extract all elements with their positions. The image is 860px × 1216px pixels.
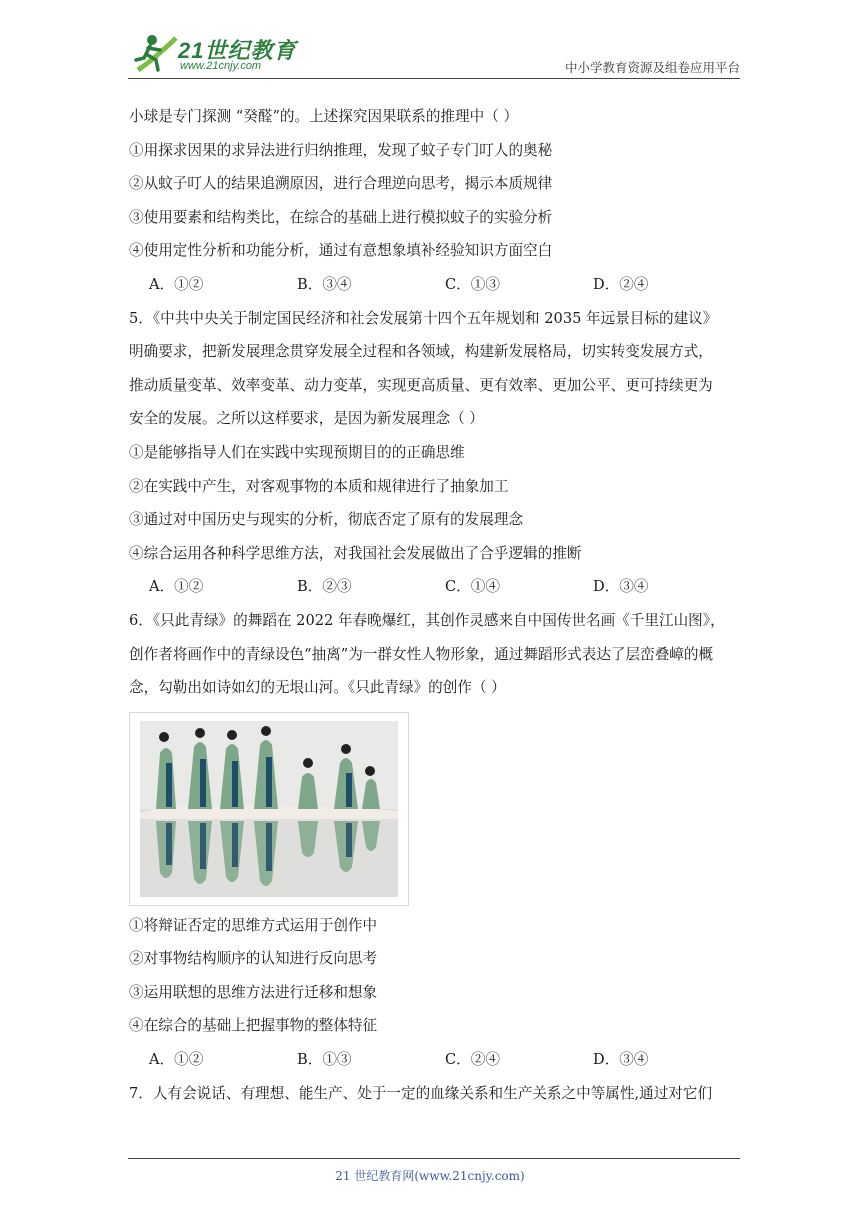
q5-stem-line-1: 5．《中共中央关于制定国民经济和社会发展第十四个五年规划和 2035 年远景目标的建议》 [129,309,718,327]
q6-statement-3: ③运用联想的思维方法进行迁移和想象 [129,983,378,1001]
document-body [129,107,741,1117]
page-header [128,30,740,80]
q7-stem-line-1: 7．人有会说话、有理想、能生产、处于一定的血缘关系和生产关系之中等属性,通过对它们 [129,1084,713,1102]
q6-option-b[interactable]: B．①③ [297,1051,352,1069]
q4-options [129,275,741,295]
q5-stem-line-4: 安全的发展。之所以这样要求，是因为新发展理念（ ） [129,410,484,428]
logo-url: www.21cnjy.com [180,60,262,72]
q5-options [129,577,741,597]
q6-stem-line-3: 念，勾勒出如诗如幻的无垠山河。《只此青绿》的创作（ ） [129,679,506,697]
q6-stem-line-2: 创作者将画作中的青绿设色“抽离”为一群女性人物形象，通过舞蹈形式表达了层峦叠嶂的概 [129,645,714,663]
q6-statement-4: ④在综合的基础上把握事物的整体特征 [129,1017,378,1035]
q5-option-a[interactable]: A．①② [149,578,204,596]
q5-statement-4: ④综合运用各种科学思维方法，对我国社会发展做出了合乎逻辑的推断 [129,544,582,562]
q4-statement-1: ①用探求因果的求异法进行归纳推理，发现了蚊子专门叮人的奥秘 [129,141,553,159]
q4-option-a[interactable]: A．①② [149,275,204,293]
q5-statement-2: ②在实践中产生，对客观事物的本质和规律进行了抽象加工 [129,477,509,495]
q5-option-c[interactable]: C．①④ [445,578,500,596]
q4-option-d[interactable]: D．②④ [593,275,649,293]
q5-stem-line-2: 明确要求，把新发展理念贯穿发展全过程和各领域，构建新发展格局，切实转变发展方式， [129,343,713,361]
q4-option-c[interactable]: C．①③ [445,275,500,293]
q4-statement-3: ③使用要素和结构类比，在综合的基础上进行模拟蚊子的实验分析 [129,208,553,226]
header-divider [128,78,740,79]
q6-option-d[interactable]: D．③④ [593,1051,649,1069]
q5-option-b[interactable]: B．②③ [297,578,352,596]
q6-options [129,1050,741,1070]
dancers-reflection-illustration [130,713,408,905]
q4-option-b[interactable]: B．③④ [297,275,352,293]
q5-stem-line-3: 推动质量变革、效率变革、动力变革，实现更高质量、更有效率、更加公平、更可持续更为 [129,376,713,394]
q6-option-a[interactable]: A．①② [149,1051,204,1069]
q6-statement-2: ②对事物结构顺序的认知进行反向思考 [129,950,378,968]
q5-statement-1: ①是能够指导人们在实践中实现预期目的的正确思维 [129,443,465,461]
footer-divider [128,1158,740,1159]
header-platform-text: 中小学教育资源及组卷应用平台 [564,60,740,75]
q6-option-c[interactable]: C．②④ [445,1051,500,1069]
q4-statement-2: ②从蚊子叮人的结果追溯原因，进行合理逆向思考，揭示本质规律 [129,175,553,193]
site-logo[interactable] [128,30,298,78]
q5-option-d[interactable]: D．③④ [593,578,649,596]
runner-logo-icon [128,30,178,76]
dance-performance-image [129,712,409,906]
logo-text: 21世纪教育 [178,38,297,63]
q6-statement-1: ①将辩证否定的思维方式运用于创作中 [129,916,378,934]
q6-stem-line-1: 6．《只此青绿》的舞蹈在 2022 年春晚爆红，其创作灵感来自中国传世名画《千里江山图》， [129,611,725,629]
q4-statement-4: ④使用定性分析和功能分析，通过有意想象填补经验知识方面空白 [129,242,553,260]
q4-stem-tail: 小球是专门探测 “癸醛”的。上述探究因果联系的推理中（ ） [129,108,519,125]
page-footer[interactable]: 21 世纪教育网(www.21cnjy.com) [335,1169,525,1183]
q5-statement-3: ③通过对中国历史与现实的分析，彻底否定了原有的发展理念 [129,511,524,529]
